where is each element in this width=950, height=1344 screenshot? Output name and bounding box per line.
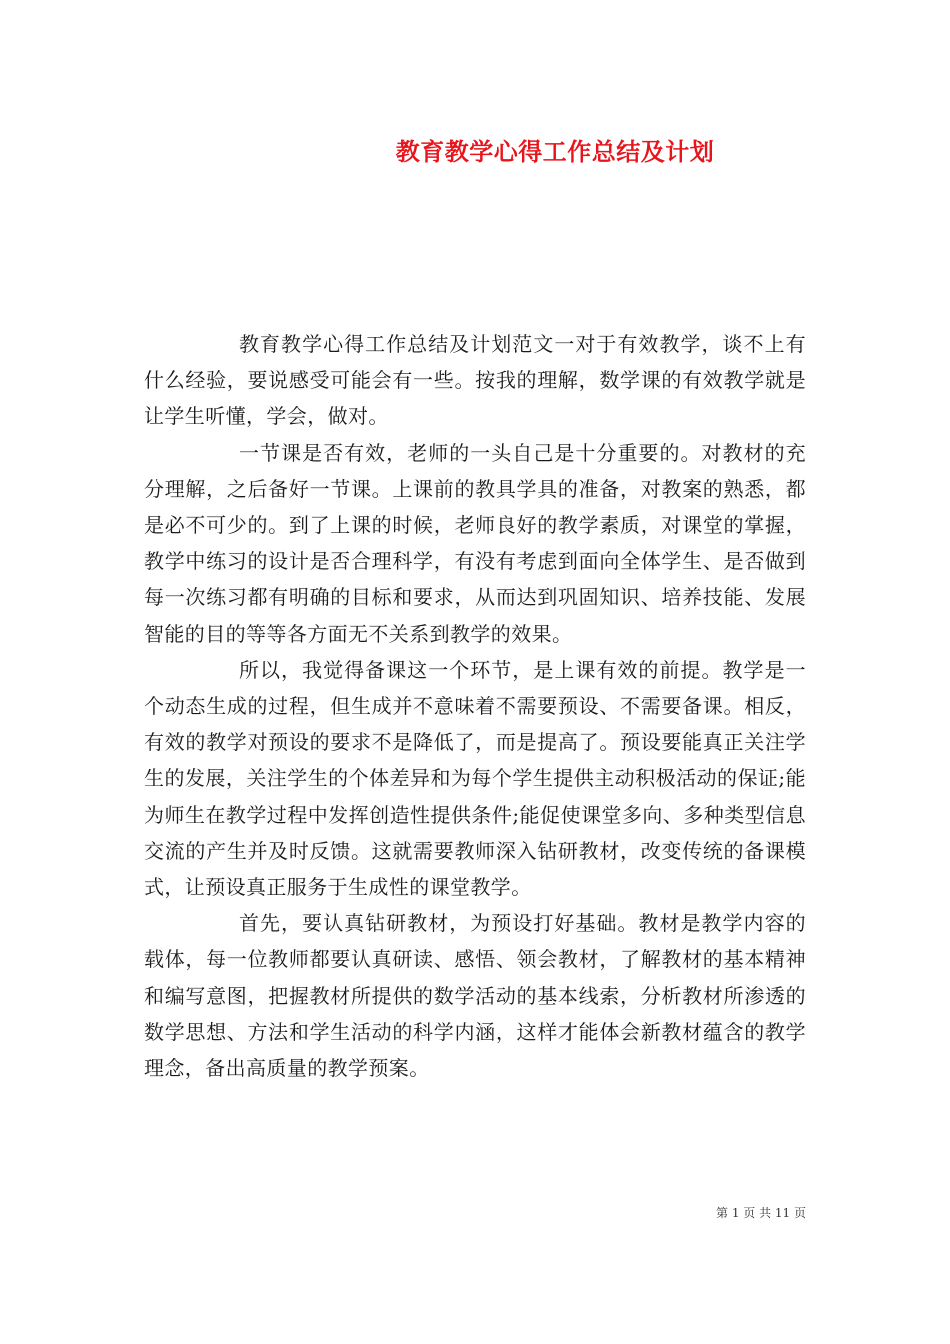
paragraph: 首先，要认真钻研教材，为预设打好基础。教材是教学内容的载体，每一位教师都要认真研读、感悟、领会教材，了解教材的基本精神和编写意图，把握教材所提供的数学活动的基本线索，分析教材所渗透的数学思想、方法和学生活动的科学内涵，这样才能体会新教材蕴含的教学理念，备出高质量的教学预案。 [144, 911, 806, 1081]
paragraph: 所以，我觉得备课这一个环节，是上课有效的前提。教学是一个动态生成的过程，但生成并不意味着不需要预设、不需要备课。相反，有效的教学对预设的要求不是降低了，而是提高了。预设要能真正关注学生的发展，关注学生的个体差异和为每个学生提供主动积极活动的保证;能为师生在教学过程中发挥创造性提供条件;能促使课堂多向、多种类型信息交流的产生并及时反馈。这就需要教师深入钻研教材，改变传统的备课模式，让预设真正服务于生成性的课堂教学。 [144, 657, 806, 900]
page-number: 第 1 页 共 11 页 [716, 1206, 806, 1220]
document-body [144, 326, 806, 1086]
paragraph: 一节课是否有效，老师的一头自己是十分重要的。对教材的充分理解，之后备好一节课。上课前的教具学具的准备，对教案的熟悉，都是必不可少的。到了上课的时候，老师良好的教学素质，对课堂的掌握，教学中练习的设计是否合理科学，有没有考虑到面向全体学生、是否做到每一次练习都有明确的目标和要求，从而达到巩固知识、培养技能、发展智能的目的等等各方面无不关系到教学的效果。 [144, 440, 806, 646]
document-title: 教育教学心得工作总结及计划 [395, 137, 715, 166]
paragraph: 教育教学心得工作总结及计划范文一对于有效教学，谈不上有什么经验，要说感受可能会有一些。按我的理解，数学课的有效教学就是让学生听懂，学会，做对。 [144, 332, 806, 429]
